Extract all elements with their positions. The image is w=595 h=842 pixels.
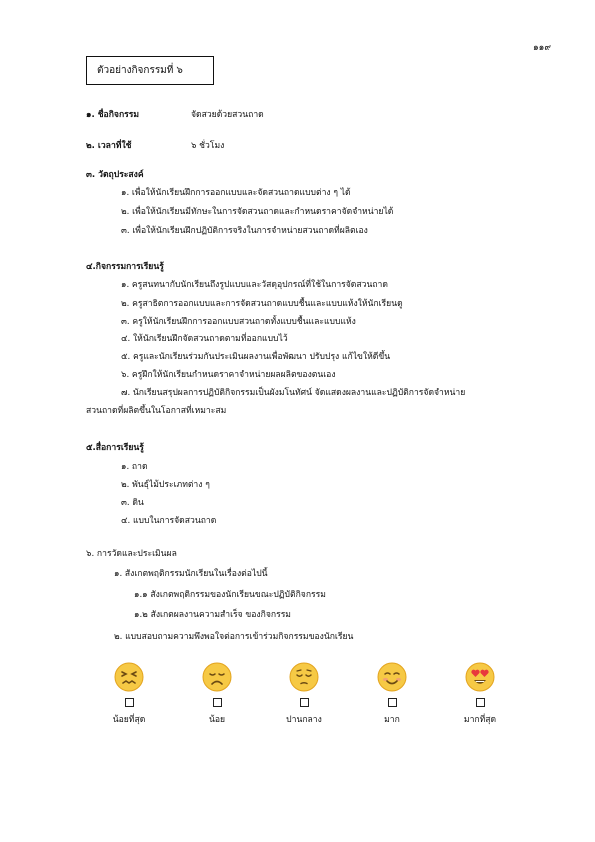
- objective-item: ๒. เพื่อให้นักเรียนมีทักษะในการจัดสวนถาดและกำหนดราคาจัดจำหน่ายได้: [121, 207, 394, 217]
- learning-activity-item: ๗. นักเรียนสรุปผลการปฏิบัติกิจกรรมเป็นผังมโนทัศน์ จัดแสดงผลงานและปฏิบัติการจัดจำหน่าย: [121, 388, 466, 398]
- duration-label: ๒. เวลาที่ใช้: [86, 141, 132, 151]
- learning-activity-continuation: สวนถาดที่ผลิตขึ้นในโอกาสที่เหมาะสม: [86, 406, 227, 416]
- heart-eyes-face-icon: [465, 662, 495, 692]
- scale-label: มากที่สุด: [463, 715, 497, 725]
- activity-name-row: [86, 107, 264, 121]
- activity-name-label: ๑. ชื่อกิจกรรม: [86, 110, 140, 120]
- activity-title: ตัวอย่างกิจกรรมที่ ๖: [97, 65, 183, 76]
- medium-checkbox[interactable]: [300, 698, 309, 707]
- disappointed-face-icon: [202, 662, 232, 692]
- scale-label: น้อยที่สุด: [112, 715, 146, 725]
- learning-activity-item: ๕. ครูและนักเรียนร่วมกันประเมินผลงานเพื่อพัฒนา ปรับปรุง แก้ไขให้ดีขึ้น: [121, 352, 391, 362]
- media-item: ๔. แบบในการจัดสวนถาด: [121, 516, 217, 526]
- high-checkbox[interactable]: [388, 698, 397, 707]
- activity-name-value: จัดสวยด้วยสวนถาด: [191, 110, 264, 120]
- learning-activity-item: ๖. ครูฝึกให้นักเรียนกำหนดราคาจำหน่ายผลผลิตของตนเอง: [121, 370, 336, 380]
- scale-label: มาก: [384, 715, 400, 725]
- scale-option-very-low: [89, 662, 169, 726]
- evaluation-heading: ๖. การวัดและประเมินผล: [86, 549, 177, 559]
- duration-row: [86, 138, 224, 152]
- learning-activity-item: ๑. ครูสนทนากับนักเรียนถึงรูปแบบและวัสดุอุปกรณ์ที่ใช้ในการจัดสวนถาด: [121, 280, 388, 290]
- pensive-face-icon: [289, 662, 319, 692]
- media-item: ๒. พันธุ์ไม้ประเภทต่าง ๆ: [121, 480, 210, 490]
- media-heading: ๕.สื่อการเรียนรู้: [86, 443, 144, 453]
- scale-option-high: [352, 662, 432, 726]
- learning-activities-heading: ๔.กิจกรรมการเรียนรู้: [86, 262, 164, 272]
- very-low-checkbox[interactable]: [125, 698, 134, 707]
- evaluation-subitem: ๑.๒ สังเกตผลงานความสำเร็จ ของกิจกรรม: [134, 610, 291, 620]
- confounded-face-icon: [114, 662, 144, 692]
- objectives-heading: ๓. วัตถุประสงค์: [86, 170, 144, 180]
- satisfaction-scale: [86, 662, 546, 742]
- learning-activity-item: ๔. ให้นักเรียนฝึกจัดสวนถาดตามที่ออกแบบไว้: [121, 334, 288, 344]
- objective-item: ๓. เพื่อให้นักเรียนฝึกปฏิบัติการจริงในการจำหน่ายสวนถาดที่ผลิตเอง: [121, 226, 368, 236]
- media-item: ๑. ถาด: [121, 462, 148, 472]
- activity-title-box: [86, 56, 214, 85]
- low-checkbox[interactable]: [213, 698, 222, 707]
- page-number: ๑๑๙: [532, 43, 551, 53]
- scale-label: น้อย: [208, 715, 226, 725]
- objective-item: ๑. เพื่อให้นักเรียนฝึกการออกแบบและจัดสวนถาดแบบต่าง ๆ ได้: [121, 188, 351, 198]
- scale-option-medium: [264, 662, 344, 726]
- smiling-face-icon: [377, 662, 407, 692]
- scale-option-low: [177, 662, 257, 726]
- learning-activity-item: ๓. ครูให้นักเรียนฝึกการออกแบบสวนถาดทั้งแบบชื้นและแบบแห้ง: [121, 317, 356, 327]
- evaluation-item: ๒. แบบสอบถามความพึงพอใจต่อการเข้าร่วมกิจกรรมของนักเรียน: [114, 632, 354, 642]
- evaluation-item: ๑. สังเกตพฤติกรรมนักเรียนในเรื่องต่อไปนี้: [114, 569, 268, 579]
- scale-option-very-high: [440, 662, 520, 726]
- learning-activity-item: ๒. ครูสาธิตการออกแบบและการจัดสวนถาดแบบชื้นและแบบแห้งให้นักเรียนดู: [121, 299, 403, 309]
- media-item: ๓. ดิน: [121, 498, 144, 508]
- very-high-checkbox[interactable]: [476, 698, 485, 707]
- duration-value: ๖ ชั่วโมง: [191, 141, 225, 151]
- evaluation-subitem: ๑.๑ สังเกตพฤติกรรมของนักเรียนขณะปฏิบัติกิจกรรม: [134, 590, 326, 600]
- scale-label: ปานกลาง: [286, 715, 322, 725]
